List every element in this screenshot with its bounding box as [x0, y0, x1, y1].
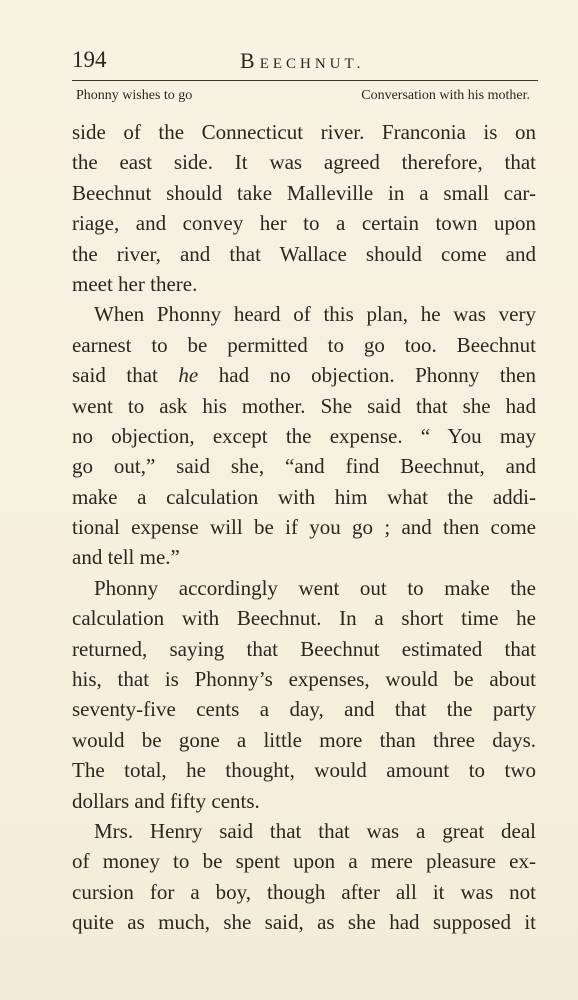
- text-line: said that he had no objection. Phonny then: [72, 363, 536, 388]
- header-rule: [72, 80, 538, 81]
- page-number: 194: [72, 47, 107, 72]
- text-line: earnest to be permitted to go too. Beechnut: [72, 332, 536, 357]
- text-line: the river, and that Wallace should come and: [72, 241, 536, 266]
- text-line: dollars and fifty cents.: [72, 788, 260, 813]
- text-line: returned, saying that Beechnut estimated that: [72, 636, 536, 661]
- running-title-rest: EECHNUT.: [259, 56, 365, 72]
- text-line: his, that is Phonny’s expenses, would be about: [72, 667, 536, 692]
- text-line: Mrs. Henry said that that was a great deal: [94, 818, 536, 843]
- text-line: the east side. It was agreed therefore, that: [72, 150, 536, 175]
- sidenotes: [76, 86, 530, 108]
- page-header: [72, 46, 536, 78]
- text-line: tional expense will be if you go ; and then come: [72, 515, 536, 540]
- text-line: go out,” said she, “and find Beechnut, and: [72, 454, 536, 479]
- text-line: make a calculation with him what the addi-: [72, 484, 536, 509]
- text-line: side of the Connecticut river. Franconia is on: [72, 120, 536, 144]
- text-line: would be gone a little more than three days.: [72, 727, 536, 752]
- text-line: calculation with Beechnut. In a short time he: [72, 606, 536, 631]
- running-title: [240, 47, 364, 78]
- text-line: seventy-five cents a day, and that the party: [72, 697, 536, 722]
- text-line: riage, and convey her to a certain town upon: [72, 211, 536, 236]
- text-line: went to ask his mother. She said that she had: [72, 393, 536, 418]
- sidenote-right: Conversation with his mother.: [361, 88, 530, 103]
- text-line: Phonny accordingly went out to make the: [94, 575, 536, 600]
- text-line: quite as much, she said, as she had supposed it: [72, 910, 536, 935]
- sidenote-left: Phonny wishes to go: [76, 88, 193, 103]
- text-line: meet her there.: [72, 271, 198, 296]
- text-line: When Phonny heard of this plan, he was very: [94, 302, 536, 327]
- text-line: no objection, except the expense. “ You may: [72, 423, 536, 448]
- body-text: [72, 117, 536, 938]
- text-line: The total, he thought, would amount to two: [72, 758, 536, 783]
- running-title-initial: B: [240, 48, 260, 73]
- text-line: and tell me.”: [72, 545, 180, 570]
- text-line: of money to be spent upon a mere pleasure ex-: [72, 849, 536, 874]
- italic-word: he: [178, 363, 199, 388]
- text-line: cursion for a boy, though after all it was not: [72, 879, 536, 904]
- text-line: Beechnut should take Malleville in a small car-: [72, 180, 536, 205]
